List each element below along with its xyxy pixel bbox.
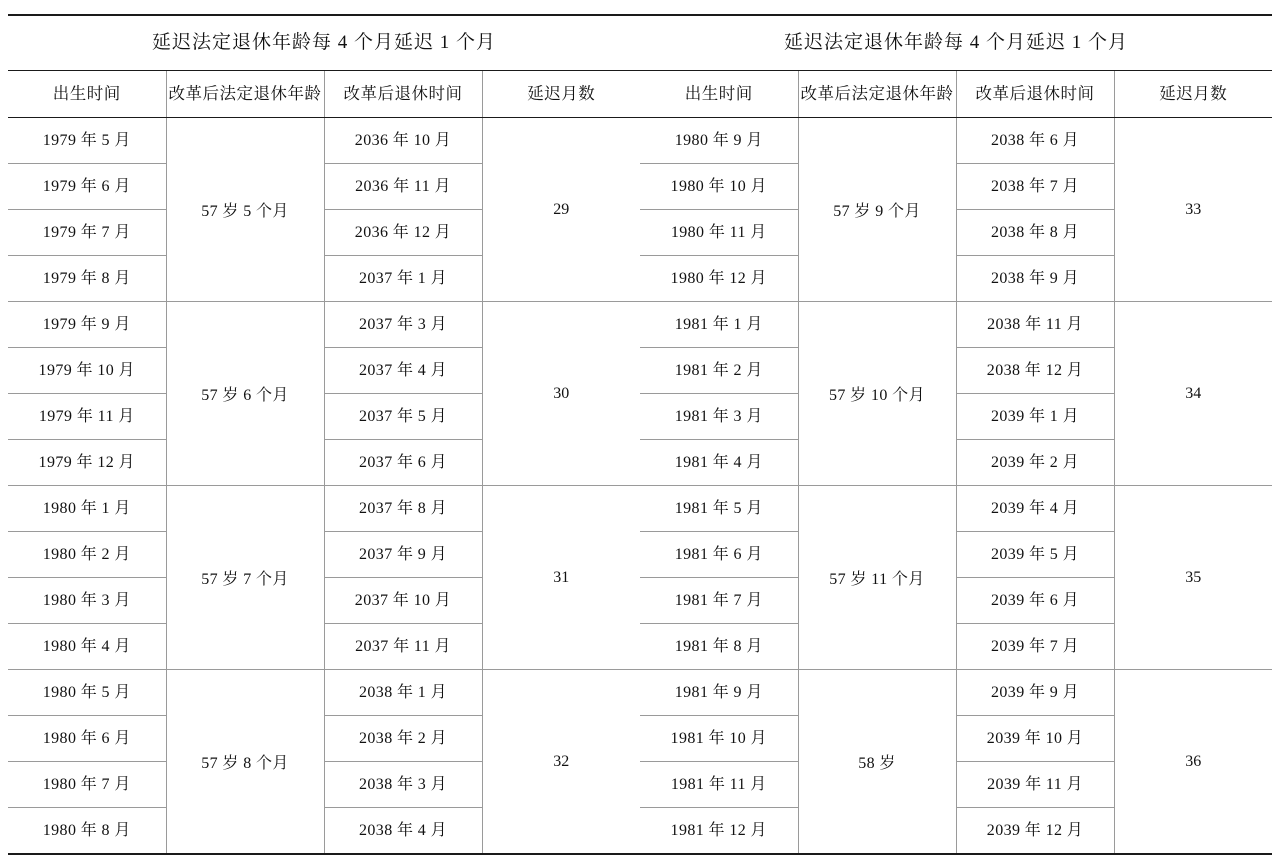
birth-cell: 1979 年 6 月 xyxy=(8,164,166,210)
delay-cell: 30 xyxy=(482,302,640,486)
birth-cell: 1979 年 10 月 xyxy=(8,348,166,394)
retire-cell: 2037 年 8 月 xyxy=(324,486,482,532)
table-body-left xyxy=(8,118,640,855)
delay-cell: 29 xyxy=(482,118,640,302)
birth-cell: 1981 年 11 月 xyxy=(640,762,798,808)
retire-cell: 2038 年 1 月 xyxy=(324,670,482,716)
table-row xyxy=(8,486,640,532)
age-cell: 57 岁 7 个月 xyxy=(166,486,324,670)
birth-cell: 1980 年 7 月 xyxy=(8,762,166,808)
birth-cell: 1980 年 11 月 xyxy=(640,210,798,256)
column-header-birth-right: 出生时间 xyxy=(640,71,798,118)
birth-cell: 1979 年 12 月 xyxy=(8,440,166,486)
birth-cell: 1980 年 1 月 xyxy=(8,486,166,532)
table-row xyxy=(8,118,640,164)
birth-cell: 1980 年 8 月 xyxy=(8,808,166,855)
table-row xyxy=(640,486,1272,532)
column-header-age-right: 改革后法定退休年龄 xyxy=(798,71,956,118)
retire-cell: 2037 年 10 月 xyxy=(324,578,482,624)
column-header-retire-right: 改革后退休时间 xyxy=(956,71,1114,118)
table-row xyxy=(8,670,640,716)
retire-cell: 2036 年 12 月 xyxy=(324,210,482,256)
retire-cell: 2037 年 4 月 xyxy=(324,348,482,394)
birth-cell: 1981 年 6 月 xyxy=(640,532,798,578)
retire-cell: 2039 年 2 月 xyxy=(956,440,1114,486)
birth-cell: 1980 年 5 月 xyxy=(8,670,166,716)
retirement-table-right xyxy=(640,14,1272,855)
retire-cell: 2038 年 2 月 xyxy=(324,716,482,762)
retire-cell: 2037 年 6 月 xyxy=(324,440,482,486)
retire-cell: 2036 年 10 月 xyxy=(324,118,482,164)
retire-cell: 2037 年 3 月 xyxy=(324,302,482,348)
delay-cell: 33 xyxy=(1114,118,1272,302)
birth-cell: 1980 年 9 月 xyxy=(640,118,798,164)
birth-cell: 1981 年 1 月 xyxy=(640,302,798,348)
age-cell: 57 岁 11 个月 xyxy=(798,486,956,670)
retire-cell: 2038 年 11 月 xyxy=(956,302,1114,348)
retire-cell: 2039 年 12 月 xyxy=(956,808,1114,855)
birth-cell: 1981 年 9 月 xyxy=(640,670,798,716)
table-title-right: 延迟法定退休年龄每 4 个月延迟 1 个月 xyxy=(640,15,1272,71)
delay-cell: 34 xyxy=(1114,302,1272,486)
table-head-left xyxy=(8,15,640,118)
retire-cell: 2038 年 4 月 xyxy=(324,808,482,855)
delay-cell: 32 xyxy=(482,670,640,855)
birth-cell: 1979 年 9 月 xyxy=(8,302,166,348)
age-cell: 57 岁 8 个月 xyxy=(166,670,324,855)
retire-cell: 2039 年 1 月 xyxy=(956,394,1114,440)
birth-cell: 1981 年 7 月 xyxy=(640,578,798,624)
birth-cell: 1981 年 12 月 xyxy=(640,808,798,855)
retire-cell: 2038 年 3 月 xyxy=(324,762,482,808)
delay-cell: 31 xyxy=(482,486,640,670)
birth-cell: 1980 年 10 月 xyxy=(640,164,798,210)
birth-cell: 1981 年 8 月 xyxy=(640,624,798,670)
table-title-left: 延迟法定退休年龄每 4 个月延迟 1 个月 xyxy=(8,15,640,71)
birth-cell: 1981 年 3 月 xyxy=(640,394,798,440)
birth-cell: 1979 年 5 月 xyxy=(8,118,166,164)
birth-cell: 1980 年 12 月 xyxy=(640,256,798,302)
birth-cell: 1980 年 3 月 xyxy=(8,578,166,624)
retire-cell: 2038 年 7 月 xyxy=(956,164,1114,210)
retire-cell: 2037 年 5 月 xyxy=(324,394,482,440)
retire-cell: 2037 年 11 月 xyxy=(324,624,482,670)
birth-cell: 1979 年 11 月 xyxy=(8,394,166,440)
birth-cell: 1981 年 4 月 xyxy=(640,440,798,486)
column-header-delay-right: 延迟月数 xyxy=(1114,71,1272,118)
retire-cell: 2039 年 9 月 xyxy=(956,670,1114,716)
birth-cell: 1981 年 5 月 xyxy=(640,486,798,532)
table-row xyxy=(640,302,1272,348)
age-cell: 57 岁 5 个月 xyxy=(166,118,324,302)
table-row xyxy=(8,302,640,348)
table-body-right xyxy=(640,118,1272,855)
retire-cell: 2036 年 11 月 xyxy=(324,164,482,210)
retire-cell: 2038 年 8 月 xyxy=(956,210,1114,256)
age-cell: 57 岁 10 个月 xyxy=(798,302,956,486)
retire-cell: 2037 年 9 月 xyxy=(324,532,482,578)
retirement-schedule-tables xyxy=(8,14,1272,855)
birth-cell: 1980 年 6 月 xyxy=(8,716,166,762)
delay-cell: 36 xyxy=(1114,670,1272,855)
title-row-left xyxy=(8,15,640,71)
retire-cell: 2038 年 12 月 xyxy=(956,348,1114,394)
retire-cell: 2039 年 10 月 xyxy=(956,716,1114,762)
column-header-birth-left: 出生时间 xyxy=(8,71,166,118)
table-row xyxy=(640,118,1272,164)
retire-cell: 2038 年 6 月 xyxy=(956,118,1114,164)
age-cell: 57 岁 9 个月 xyxy=(798,118,956,302)
age-cell: 58 岁 xyxy=(798,670,956,855)
header-row-left xyxy=(8,71,640,118)
birth-cell: 1980 年 2 月 xyxy=(8,532,166,578)
birth-cell: 1981 年 10 月 xyxy=(640,716,798,762)
title-row-right xyxy=(640,15,1272,71)
birth-cell: 1979 年 7 月 xyxy=(8,210,166,256)
birth-cell: 1981 年 2 月 xyxy=(640,348,798,394)
header-row-right xyxy=(640,71,1272,118)
retire-cell: 2037 年 1 月 xyxy=(324,256,482,302)
column-header-retire-left: 改革后退休时间 xyxy=(324,71,482,118)
retire-cell: 2039 年 5 月 xyxy=(956,532,1114,578)
retire-cell: 2039 年 6 月 xyxy=(956,578,1114,624)
column-header-delay-left: 延迟月数 xyxy=(482,71,640,118)
retire-cell: 2039 年 4 月 xyxy=(956,486,1114,532)
retirement-table-left xyxy=(8,14,640,855)
birth-cell: 1979 年 8 月 xyxy=(8,256,166,302)
retire-cell: 2038 年 9 月 xyxy=(956,256,1114,302)
birth-cell: 1980 年 4 月 xyxy=(8,624,166,670)
column-header-age-left: 改革后法定退休年龄 xyxy=(166,71,324,118)
delay-cell: 35 xyxy=(1114,486,1272,670)
table-head-right xyxy=(640,15,1272,118)
retire-cell: 2039 年 7 月 xyxy=(956,624,1114,670)
age-cell: 57 岁 6 个月 xyxy=(166,302,324,486)
table-row xyxy=(640,670,1272,716)
retire-cell: 2039 年 11 月 xyxy=(956,762,1114,808)
